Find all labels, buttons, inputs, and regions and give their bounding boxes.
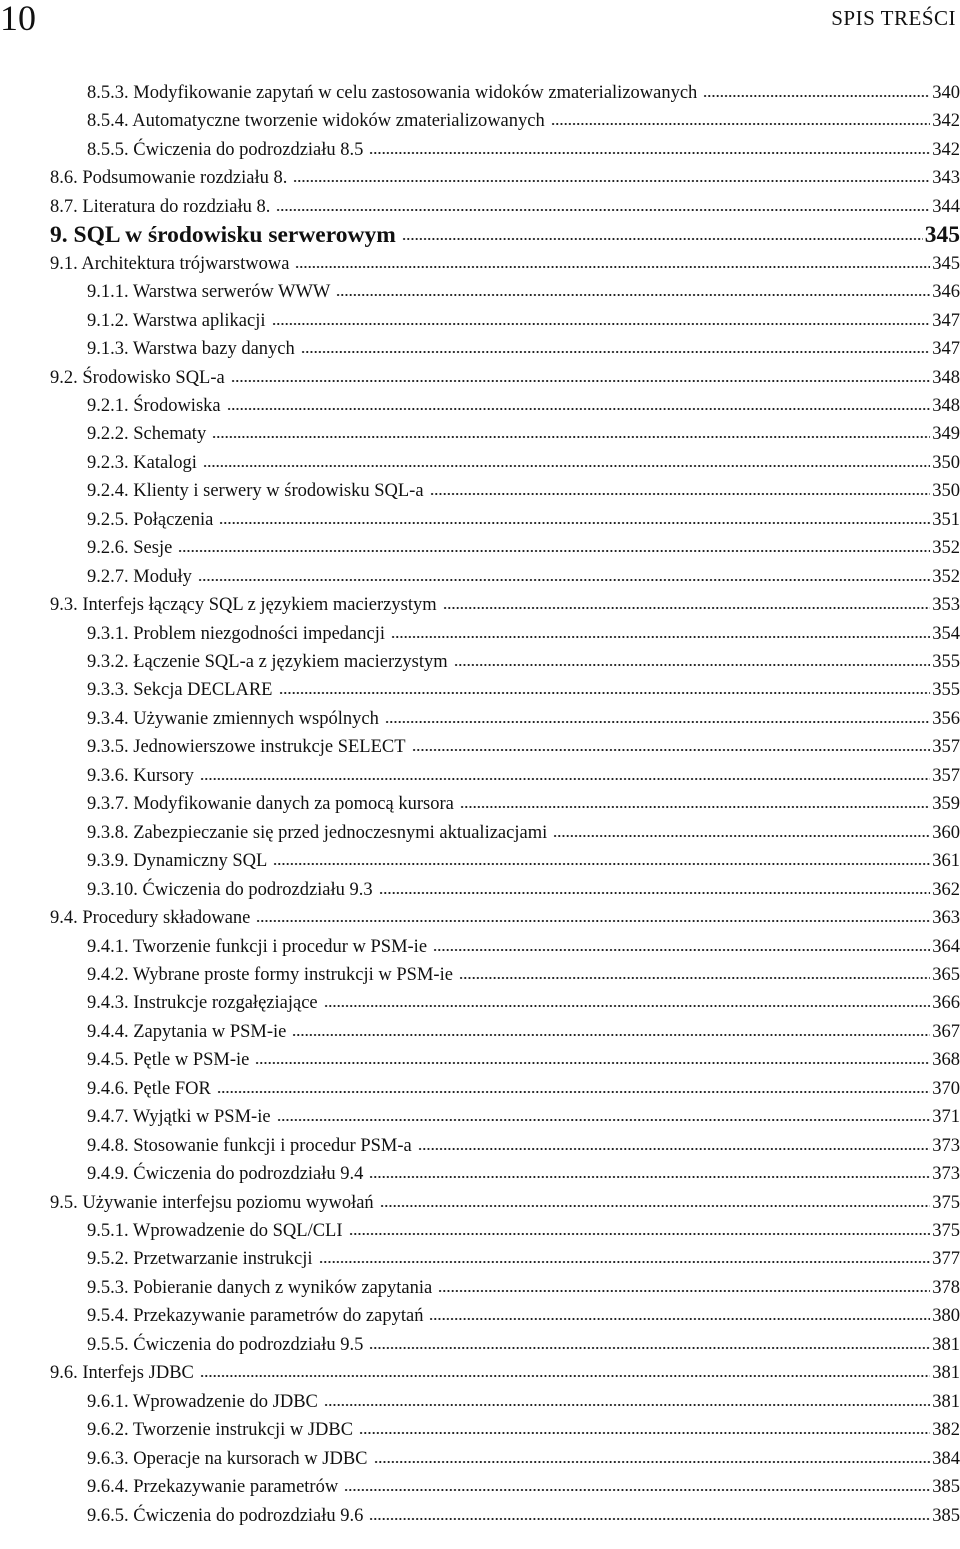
dot-leader — [551, 106, 931, 126]
toc-entry-page: 352 — [932, 566, 960, 587]
dot-leader — [349, 1216, 931, 1236]
dot-leader — [212, 419, 930, 439]
toc-entry-label: 9.6. Interfejs JDBC — [50, 1363, 194, 1384]
toc-entry-page: 346 — [932, 282, 960, 303]
toc-subsection-entry — [87, 1301, 960, 1328]
toc-entry-page: 349 — [932, 424, 960, 445]
toc-subsection-entry — [87, 789, 960, 816]
toc-entry-page: 342 — [932, 139, 960, 160]
toc-entry-page: 357 — [932, 765, 960, 786]
toc-subsection-entry — [87, 988, 960, 1015]
toc-entry-page: 345 — [932, 253, 960, 274]
dot-leader — [200, 761, 930, 781]
toc-section-entry — [50, 1188, 960, 1215]
toc-subsection-entry — [87, 78, 960, 105]
dot-leader — [231, 363, 931, 383]
toc-entry-label: 9.4.6. Pętle FOR — [87, 1078, 211, 1099]
toc-entry-label: 8.5.5. Ćwiczenia do podrozdziału 8.5 — [87, 139, 364, 160]
toc-entry-page: 360 — [932, 822, 960, 843]
toc-entry-page: 352 — [932, 538, 960, 559]
dot-leader — [324, 988, 931, 1008]
dot-leader — [369, 135, 930, 155]
dot-leader — [255, 1045, 930, 1065]
toc-subsection-entry — [87, 533, 960, 560]
toc-entry-page: 350 — [932, 481, 960, 502]
dot-leader — [374, 1444, 931, 1464]
toc-entry-label: 9.4.5. Pętle w PSM-ie — [87, 1050, 250, 1071]
toc-subsection-entry — [87, 505, 960, 532]
dot-leader — [203, 448, 930, 468]
toc-entry-page: 342 — [932, 111, 960, 132]
toc-entry-page: 348 — [932, 367, 960, 388]
toc-entry-label: 9.5.3. Pobieranie danych z wyników zapytania — [87, 1277, 433, 1298]
toc-entry-label: 9.4.4. Zapytania w PSM-ie — [87, 1021, 287, 1042]
dot-leader — [227, 391, 931, 411]
dot-leader — [198, 562, 930, 582]
toc-entry-label: 9.1. Architektura trójwarstwowa — [50, 253, 290, 274]
toc-entry-label: 9.4.2. Wybrane proste formy instrukcji w PSM-ie — [87, 964, 453, 985]
toc-entry-page: 347 — [932, 339, 960, 360]
toc-subsection-entry — [87, 562, 960, 589]
toc-subsection-entry — [87, 960, 960, 987]
toc-entry-label: 9.4.9. Ćwiczenia do podrozdziału 9.4 — [87, 1164, 364, 1185]
toc-entry-label: 9.2.5. Połączenia — [87, 509, 214, 530]
toc-section-entry — [50, 903, 960, 930]
dot-leader — [301, 334, 930, 354]
toc-subsection-entry — [87, 135, 960, 162]
toc-entry-page: 373 — [932, 1164, 960, 1185]
toc-entry-label: 9.3.8. Zabezpieczanie się przed jednoczesnymi aktualizacjami — [87, 822, 548, 843]
toc-entry-page: 371 — [932, 1107, 960, 1128]
toc-entry-page: 381 — [932, 1363, 960, 1384]
toc-entry-label: 9.6.5. Ćwiczenia do podrozdziału 9.6 — [87, 1505, 364, 1526]
toc-entry-label: 9.2. Środowisko SQL-a — [50, 367, 225, 388]
dot-leader — [256, 903, 930, 923]
toc-entry-label: 9.5.4. Przekazywanie parametrów do zapytań — [87, 1306, 424, 1327]
toc-entry-label: 9.1.1. Warstwa serwerów WWW — [87, 282, 331, 303]
toc-entry-label: 9.4.8. Stosowanie funkcji i procedur PSM-a — [87, 1135, 412, 1156]
toc-entry-page: 359 — [932, 794, 960, 815]
toc-entry-label: 9.3.5. Jednowierszowe instrukcje SELECT — [87, 737, 406, 758]
toc-entry-page: 365 — [932, 964, 960, 985]
toc-entry-page: 350 — [932, 452, 960, 473]
toc-subsection-entry — [87, 1472, 960, 1499]
toc-subsection-entry — [87, 334, 960, 361]
dot-leader — [454, 647, 931, 667]
toc-entry-label: 9.2.6. Sesje — [87, 538, 173, 559]
toc-entry-label: 9.3.1. Problem niezgodności impedancji — [87, 623, 385, 644]
dot-leader — [429, 1301, 930, 1321]
toc-entry-label: 9.2.4. Klienty i serwery w środowisku SQL-a — [87, 481, 424, 502]
running-head: SPIS TREŚCI — [831, 6, 956, 30]
toc-subsection-entry — [87, 391, 960, 418]
toc-entry-page: 347 — [932, 310, 960, 331]
toc-entry-page: 351 — [932, 509, 960, 530]
toc-entry-page: 384 — [932, 1448, 960, 1469]
toc-entry-label: 8.6. Podsumowanie rozdziału 8. — [50, 168, 288, 189]
toc-entry-page: 357 — [932, 737, 960, 758]
toc-subsection-entry — [87, 875, 960, 902]
toc-subsection-entry — [87, 1131, 960, 1158]
toc-entry-page: 368 — [932, 1050, 960, 1071]
toc-entry-label: 8.7. Literatura do rozdziału 8. — [50, 196, 271, 217]
toc-section-entry — [50, 363, 960, 390]
dot-leader — [359, 1415, 930, 1435]
toc-subsection-entry — [87, 932, 960, 959]
toc-entry-label: 9. SQL w środowisku serwerowym — [50, 222, 396, 249]
toc-entry-label: 9.4.7. Wyjątki w PSM-ie — [87, 1107, 271, 1128]
toc-entry-label: 9.6.2. Tworzenie instrukcji w JDBC — [87, 1420, 354, 1441]
toc-entry-page: 364 — [932, 936, 960, 957]
toc-entry-page: 382 — [932, 1420, 960, 1441]
dot-leader — [412, 732, 931, 752]
dot-leader — [418, 1131, 931, 1151]
toc-subsection-entry — [87, 476, 960, 503]
toc-subsection-entry — [87, 1102, 960, 1129]
toc-entry-page: 378 — [932, 1277, 960, 1298]
toc-entry-label: 9.6.4. Przekazywanie parametrów — [87, 1477, 339, 1498]
toc-entry-page: 375 — [932, 1221, 960, 1241]
dot-leader — [272, 306, 931, 326]
toc-entry-page: 363 — [932, 908, 960, 929]
dot-leader — [273, 846, 930, 866]
toc-entry-page: 373 — [932, 1135, 960, 1156]
toc-entry-page: 345 — [924, 222, 960, 249]
dot-leader — [276, 192, 930, 212]
dot-leader — [430, 476, 931, 496]
toc-subsection-entry — [87, 619, 960, 646]
toc-subsection-entry — [87, 1045, 960, 1072]
dot-leader — [369, 1159, 930, 1179]
dot-leader — [293, 163, 930, 183]
toc-entry-label: 9.3.7. Modyfikowanie danych za pomocą kursora — [87, 794, 454, 815]
toc-entry-label: 9.3.9. Dynamiczny SQL — [87, 851, 268, 872]
toc-section-entry — [50, 192, 960, 219]
toc-entry-label: 9.2.3. Katalogi — [87, 452, 197, 473]
dot-leader — [391, 619, 930, 639]
toc-entry-label: 9.4. Procedury składowane — [50, 908, 251, 929]
toc-entry-page: 381 — [932, 1391, 960, 1412]
page-number: 10 — [0, 0, 36, 38]
toc-entry-label: 8.5.4. Automatyczne tworzenie widoków zmaterializowanych — [87, 111, 545, 132]
toc-entry-page: 375 — [932, 1192, 960, 1213]
toc-section-entry — [50, 249, 960, 276]
toc-section-entry — [50, 590, 960, 617]
toc-entry-page: 377 — [932, 1249, 960, 1270]
toc-subsection-entry — [87, 1074, 960, 1101]
toc-entry-label: 9.3.4. Używanie zmiennych wspólnych — [87, 708, 379, 729]
toc-entry-label: 9.2.2. Schematy — [87, 424, 207, 445]
dot-leader — [379, 875, 931, 895]
dot-leader — [438, 1273, 930, 1293]
dot-leader — [178, 533, 930, 553]
toc-subsection-entry — [87, 818, 960, 845]
toc-entry-label: 9.1.2. Warstwa aplikacji — [87, 310, 266, 331]
toc-subsection-entry — [87, 1216, 960, 1243]
toc-subsection-entry — [87, 277, 960, 304]
toc-entry-page: 367 — [932, 1021, 960, 1042]
dot-leader — [324, 1387, 930, 1407]
toc-entry-label: 9.3.3. Sekcja DECLARE — [87, 680, 273, 701]
toc-subsection-entry — [87, 1244, 960, 1271]
toc-entry-page: 353 — [932, 595, 960, 616]
dot-leader — [219, 505, 930, 525]
toc-subsection-entry — [87, 1330, 960, 1357]
toc-subsection-entry — [87, 106, 960, 133]
toc-subsection-entry — [87, 1017, 960, 1044]
toc-subsection-entry — [87, 1444, 960, 1471]
dot-leader — [200, 1358, 930, 1378]
toc-entry-label: 8.5.3. Modyfikowanie zapytań w celu zastosowania widoków zmaterializowanych — [87, 83, 698, 103]
toc-entry-label: 9.3.10. Ćwiczenia do podrozdziału 9.3 — [87, 879, 373, 900]
toc-entry-label: 9.6.1. Wprowadzenie do JDBC — [87, 1391, 318, 1412]
dot-leader — [279, 675, 931, 695]
dot-leader — [217, 1074, 930, 1094]
toc-entry-page: 366 — [932, 993, 960, 1014]
toc-entry-page: 340 — [932, 83, 960, 103]
toc-subsection-entry — [87, 1387, 960, 1414]
toc-subsection-entry — [87, 1415, 960, 1442]
toc-entry-page: 343 — [932, 168, 960, 189]
toc-entry-label: 9.2.7. Moduły — [87, 566, 192, 587]
toc-entry-label: 9.5.5. Ćwiczenia do podrozdziału 9.5 — [87, 1334, 364, 1355]
toc-entry-page: 355 — [932, 652, 960, 672]
toc-subsection-entry — [87, 306, 960, 333]
toc-entry-label: 9.6.3. Operacje na kursorach w JDBC — [87, 1448, 368, 1469]
dot-leader — [336, 277, 930, 297]
toc-entry-page: 370 — [932, 1078, 960, 1099]
toc-subsection-entry — [87, 675, 960, 702]
toc-entry-label: 9.5.1. Wprowadzenie do SQL/CLI — [87, 1221, 343, 1241]
toc-subsection-entry — [87, 1159, 960, 1186]
toc-subsection-entry — [87, 704, 960, 731]
dot-leader — [319, 1244, 931, 1264]
dot-leader — [369, 1501, 930, 1521]
dot-leader — [703, 78, 930, 98]
dot-leader — [553, 818, 930, 838]
toc-subsection-entry — [87, 647, 960, 674]
toc-section-entry — [50, 163, 960, 190]
dot-leader — [433, 932, 930, 952]
toc-entry-page: 344 — [932, 196, 960, 217]
toc-entry-page: 348 — [932, 395, 960, 416]
toc-entry-label: 9.4.1. Tworzenie funkcji i procedur w PSM-ie — [87, 936, 428, 957]
toc-entry-label: 9.3.2. Łączenie SQL-a z językiem macierzystym — [87, 652, 448, 672]
toc-entry-page: 380 — [932, 1306, 960, 1327]
dot-leader — [380, 1188, 931, 1208]
toc-subsection-entry — [87, 1501, 960, 1528]
toc-entry-label: 9.5.2. Przetwarzanie instrukcji — [87, 1249, 313, 1270]
dot-leader — [295, 249, 930, 269]
dot-leader — [277, 1102, 931, 1122]
dot-leader — [402, 218, 923, 242]
toc-entry-page: 355 — [932, 680, 960, 701]
toc-subsection-entry — [87, 846, 960, 873]
dot-leader — [369, 1330, 930, 1350]
toc-entry-label: 9.4.3. Instrukcje rozgałęziające — [87, 993, 318, 1014]
dot-leader — [292, 1017, 930, 1037]
toc-entry-label: 9.3. Interfejs łączący SQL z językiem macierzystym — [50, 595, 437, 616]
toc-entry-page: 385 — [932, 1505, 960, 1526]
toc-entry-page: 361 — [932, 851, 960, 872]
dot-leader — [459, 960, 930, 980]
dot-leader — [385, 704, 930, 724]
toc-section-entry — [50, 1358, 960, 1385]
toc-subsection-entry — [87, 419, 960, 446]
dot-leader — [344, 1472, 930, 1492]
toc-entry-page: 385 — [932, 1477, 960, 1498]
toc-entry-label: 9.5. Używanie interfejsu poziomu wywołań — [50, 1192, 374, 1213]
toc-entry-label: 9.2.1. Środowiska — [87, 395, 221, 416]
toc-subsection-entry — [87, 732, 960, 759]
toc-entry-page: 362 — [932, 879, 960, 900]
toc-subsection-entry — [87, 448, 960, 475]
toc-entry-label: 9.3.6. Kursory — [87, 765, 194, 786]
dot-leader — [443, 590, 931, 610]
toc-entry-page: 354 — [932, 623, 960, 644]
toc-chapter-entry — [50, 218, 960, 249]
toc-entry-label: 9.1.3. Warstwa bazy danych — [87, 339, 295, 360]
toc-entry-page: 356 — [932, 708, 960, 729]
toc-subsection-entry — [87, 761, 960, 788]
toc-entry-page: 381 — [932, 1334, 960, 1355]
dot-leader — [460, 789, 930, 809]
toc-subsection-entry — [87, 1273, 960, 1300]
